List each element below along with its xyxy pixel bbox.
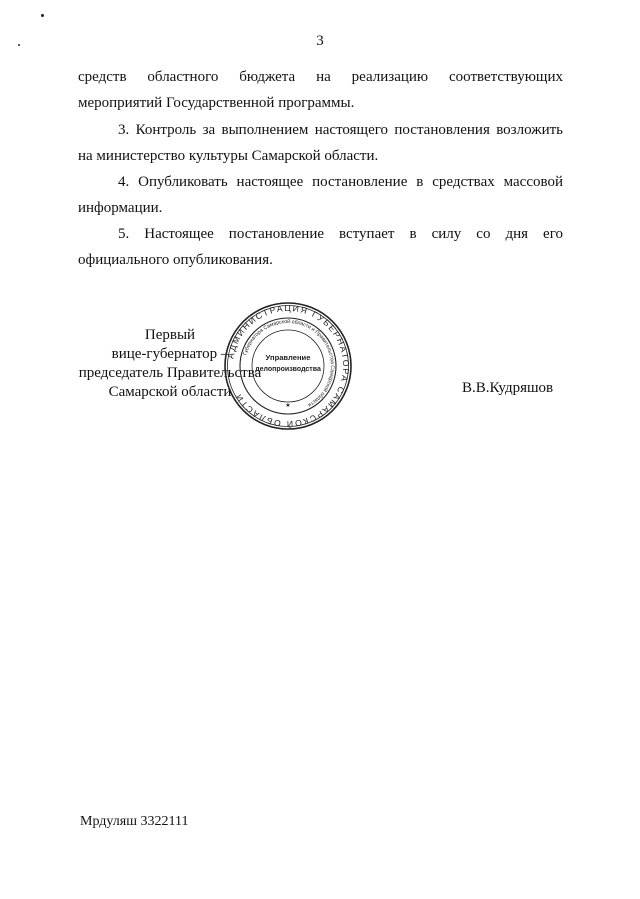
position-line: Самарской области [108, 384, 232, 400]
paragraph-effective [78, 221, 563, 273]
scan-speck [41, 14, 44, 17]
position-line: вице-губернатор – [111, 346, 229, 362]
executor-note: Мрдуляш 3322111 [80, 814, 189, 829]
page-number: 3 [316, 33, 324, 49]
stamp-inner-text: Губернатора Самарской области и Правительства Самарской области [242, 318, 336, 408]
paragraph-line: на министерство культуры Самарской области. [78, 148, 379, 164]
paragraph-funding [78, 64, 563, 116]
position-line: председатель Правительства [78, 365, 262, 381]
official-stamp [222, 300, 354, 432]
paragraph-line: 5. Настоящее постановление вступает в силу со дня его [118, 226, 563, 242]
paragraph-line: 4. Опубликовать настоящее постановление в средствах массовой [118, 174, 563, 190]
paragraph-line: 3. Контроль за выполнением настоящего постановления возложить [118, 122, 563, 138]
paragraph-line: официального опубликования. [78, 252, 273, 268]
paragraph-control [78, 117, 563, 169]
paragraph-line: средств областного бюджета на реализацию соответствующих [78, 69, 563, 85]
stamp-outer-text: АДМИНИСТРАЦИЯ ГУБЕРНАТОРА САМАРСКОЙ ОБЛАСТИ [225, 302, 352, 430]
signer-name: В.В.Кудряшов [462, 380, 554, 396]
stamp-seal-icon [222, 300, 354, 432]
stamp-center-line2: делопроизводства [255, 366, 321, 373]
stamp-center-line1: Управление [265, 353, 311, 362]
position-line: Первый [144, 327, 196, 343]
paragraph-publish [78, 169, 563, 221]
paragraph-line: информации. [78, 200, 163, 216]
paragraph-line: мероприятий Государственной программы. [78, 95, 355, 111]
stamp-star-icon: ★ [285, 402, 291, 409]
